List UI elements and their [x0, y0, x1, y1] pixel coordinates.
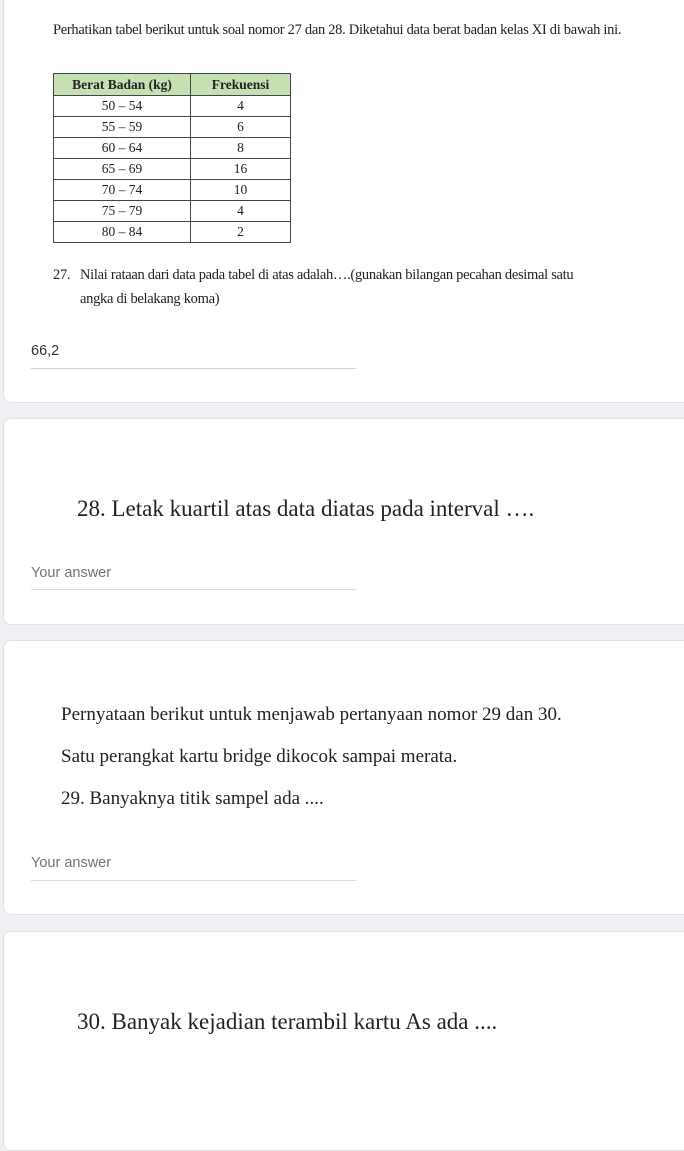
weight-cell: 75 – 79	[54, 201, 191, 222]
question-card-30	[3, 931, 684, 1151]
answer-underline	[31, 368, 356, 369]
question-text-cont: angka di belakang koma)	[80, 291, 220, 307]
frequency-cell: 16	[191, 159, 291, 180]
answer-input-28[interactable]: Your answer	[31, 565, 112, 581]
table-row	[54, 96, 291, 117]
table-row	[54, 222, 291, 243]
header-frequency: Frekuensi	[191, 74, 291, 96]
weight-frequency-table	[53, 73, 291, 243]
answer-underline	[31, 880, 356, 881]
question-number: 27.	[53, 267, 71, 283]
weight-cell: 65 – 69	[54, 159, 191, 180]
question-28-text: 28. Letak kuartil atas data diatas pada interval ….	[77, 496, 535, 521]
statement-text-2: Satu perangkat kartu bridge dikocok sampai merata.	[61, 746, 458, 767]
table-row	[54, 180, 291, 201]
frequency-cell: 10	[191, 180, 291, 201]
question-card-27	[3, 0, 684, 403]
frequency-cell: 6	[191, 117, 291, 138]
question-text: Nilai rataan dari data pada tabel di atas adalah….(gunakan bilangan pecahan desimal satu	[80, 267, 574, 283]
answer-underline	[31, 589, 356, 590]
table-row	[54, 138, 291, 159]
weight-cell: 80 – 84	[54, 222, 191, 243]
question-29-text: 29. Banyaknya titik sampel ada ....	[61, 788, 324, 809]
answer-input-29[interactable]: Your answer	[31, 855, 112, 871]
weight-cell: 70 – 74	[54, 180, 191, 201]
intro-text: Perhatikan tabel berikut untuk soal nomor 27 dan 28. Diketahui data berat badan kelas XI di bawah ini.	[53, 22, 622, 38]
statement-text: Pernyataan berikut untuk menjawab pertanyaan nomor 29 dan 30.	[61, 704, 562, 725]
table-row	[54, 159, 291, 180]
frequency-cell: 4	[191, 96, 291, 117]
question-27	[53, 263, 663, 311]
question-card-29	[3, 640, 684, 915]
header-weight: Berat Badan (kg)	[54, 74, 191, 96]
answer-input-27[interactable]: 66,2	[31, 343, 60, 359]
weight-cell: 60 – 64	[54, 138, 191, 159]
weight-cell: 50 – 54	[54, 96, 191, 117]
table-row	[54, 117, 291, 138]
weight-cell: 55 – 59	[54, 117, 191, 138]
table-row	[54, 201, 291, 222]
question-30-text: 30. Banyak kejadian terambil kartu As ada ....	[77, 1009, 498, 1034]
frequency-cell: 4	[191, 201, 291, 222]
frequency-cell: 8	[191, 138, 291, 159]
frequency-cell: 2	[191, 222, 291, 243]
question-card-28	[3, 418, 684, 625]
